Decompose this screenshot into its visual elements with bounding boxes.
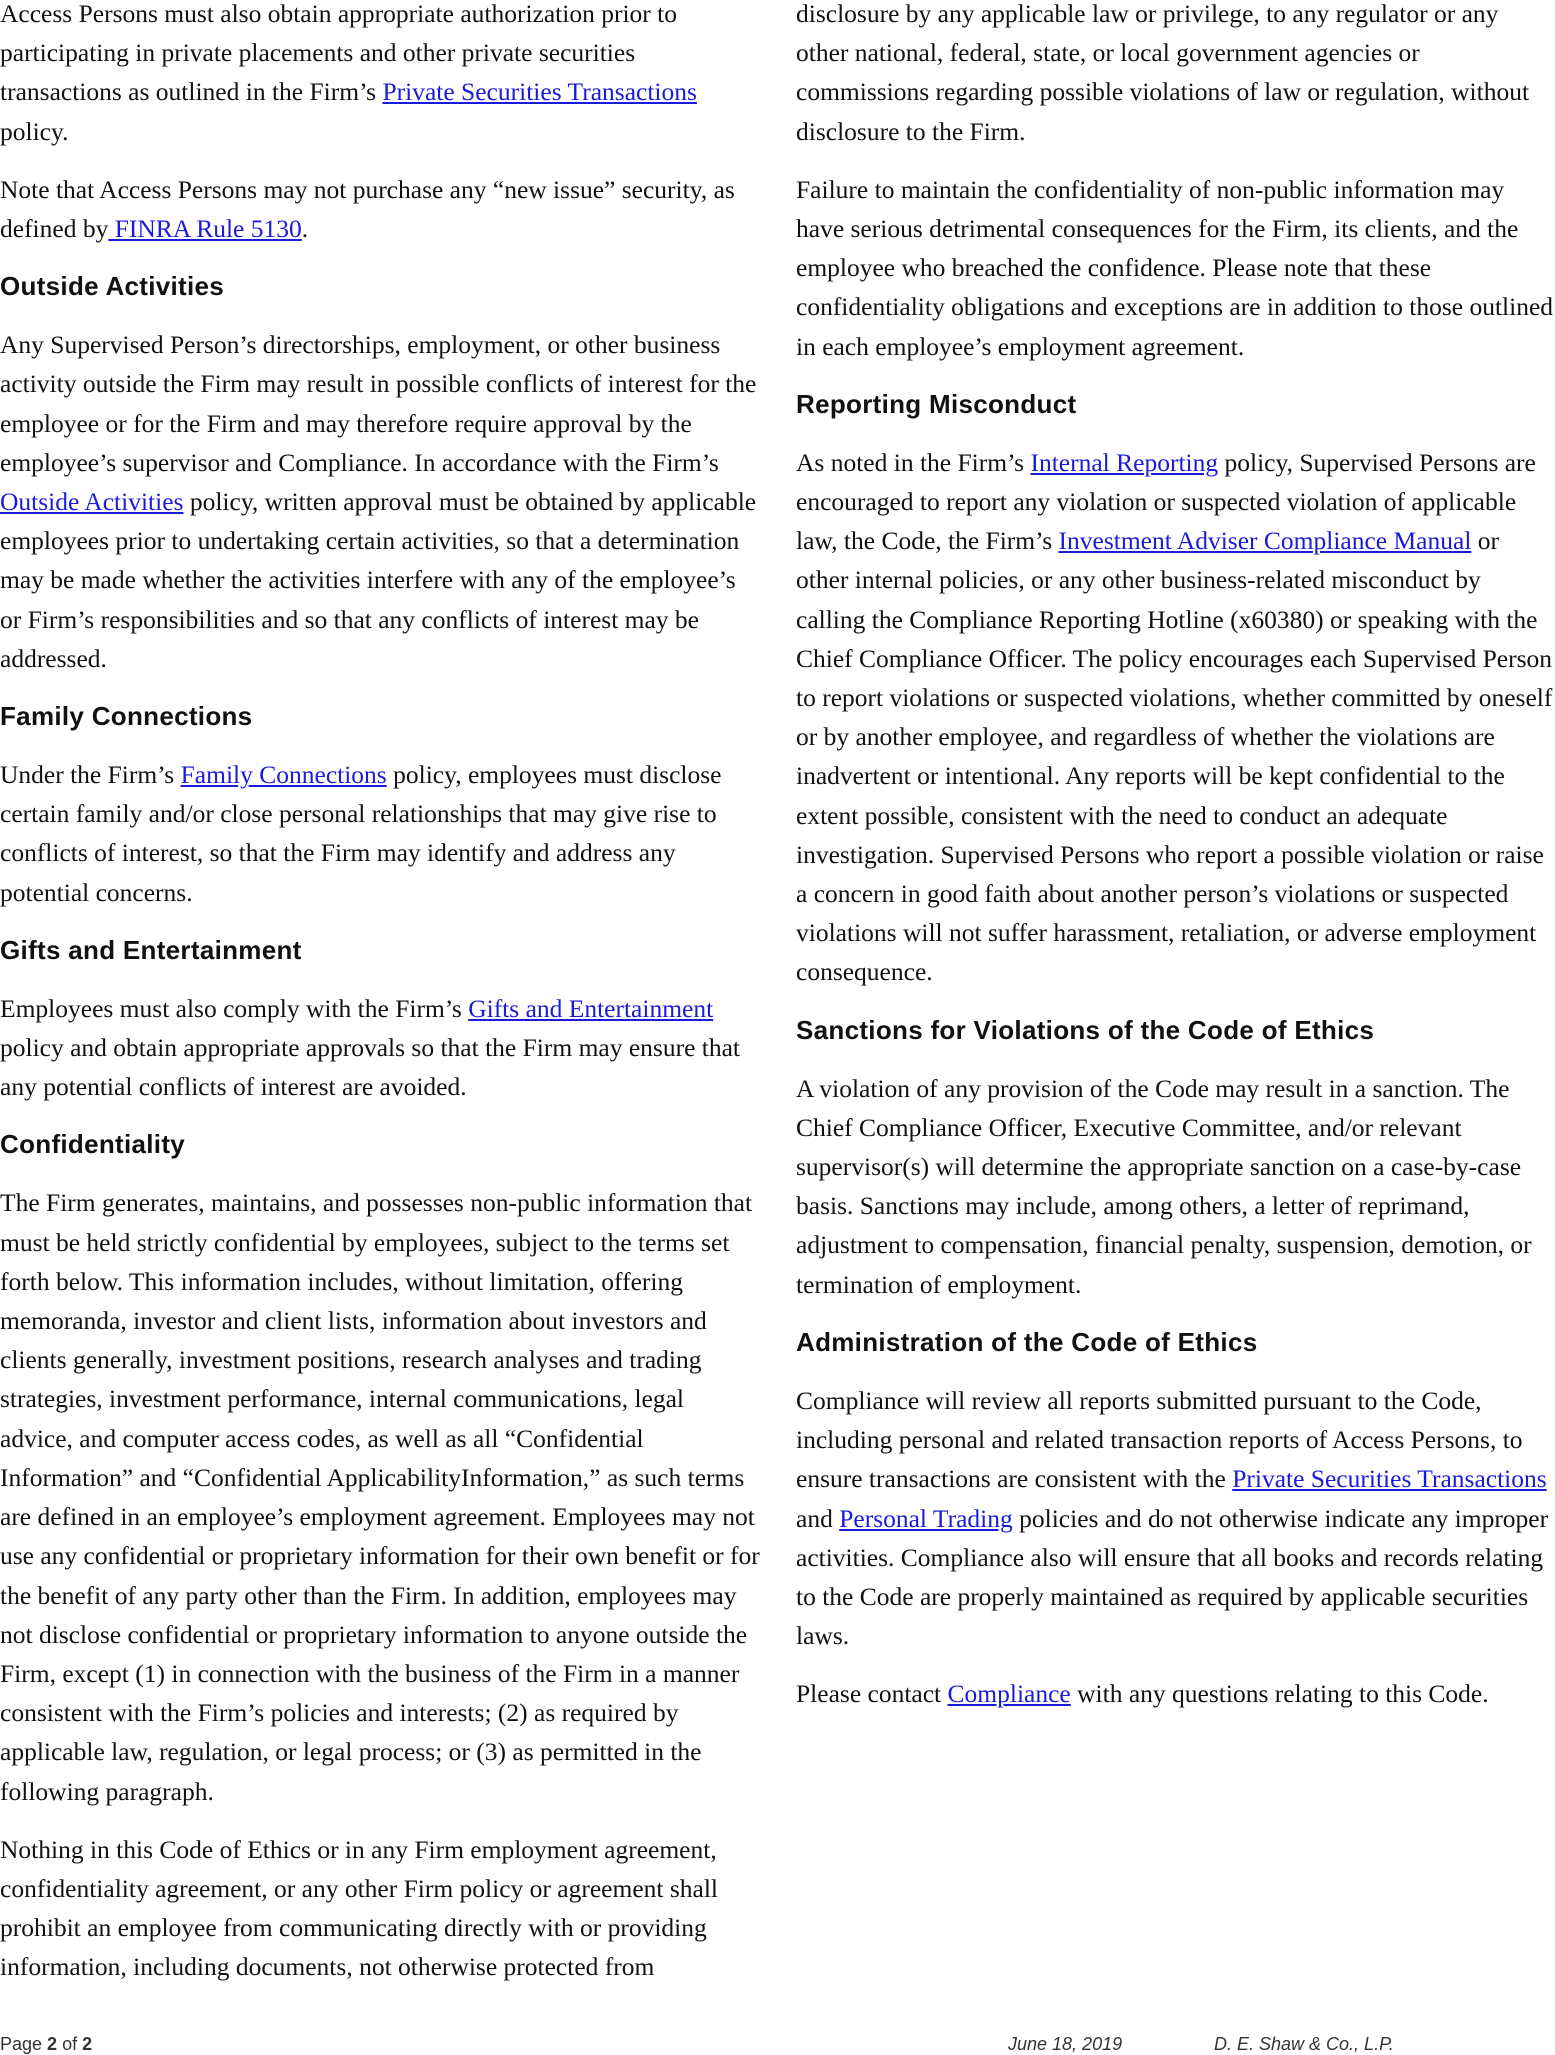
text-segment: Under the Firm’s (0, 760, 181, 790)
link-gifts-and-entertainment[interactable]: Gifts and Entertainment (468, 993, 714, 1023)
paragraph (0, 1183, 762, 1810)
section-heading-administration-of-the-code-of-ethics: Administration of the Code of Ethics (796, 1326, 1258, 1357)
text-segment: Nothing in this Code of Ethics or in any Firm employment agreement, confidentiality agreement, or any other Firm policy or agreement shall prohibit an employee from communicating directly with or providing information, including documents, not otherwise protected from (0, 1834, 719, 1982)
footer-company: D. E. Shaw & Co., L.P. (1214, 2034, 1394, 2054)
paragraph (0, 989, 762, 1107)
page-prefix: Page (0, 2034, 48, 2054)
link-investment-adviser-compliance-manual[interactable]: Investment Adviser Compliance Manual (1058, 526, 1472, 556)
link-private-securities-transactions[interactable]: Private Securities Transactions (382, 77, 697, 107)
text-segment: A violation of any provision of the Code may result in a sanction. The Chief Compliance Officer, Executive Committee, and/or relevant supervisor(s) will determine the appropriate sanction on a case-by-case basis. Sanctions may include, among others, a letter of reprimand, adjustment to compensation, financial penalty, suspension, demotion, or termination of employment. (796, 1073, 1532, 1299)
page-total: 2 (82, 2034, 93, 2054)
right-column (796, 0, 1555, 1733)
text-segment: with any questions relating to this Code. (1070, 1679, 1489, 1709)
link-compliance[interactable]: Compliance (947, 1679, 1071, 1709)
paragraph (0, 170, 762, 248)
text-segment: policy, employees must disclose certain family and/or close personal relationships that may give rise to conflicts of interest, so that the Firm may identify and address any potential concerns. (0, 760, 722, 907)
section-heading-outside-activities: Outside Activities (0, 271, 225, 302)
page-number (0, 2034, 92, 2055)
paragraph (796, 0, 1555, 151)
paragraph (0, 755, 762, 912)
text-segment: policy, written approval must be obtained by applicable employees prior to undertaking certain activities, so that a determination may be made whether the activities interfere with any of the employee’s or Firm’s responsibilities and so that any conflicts of interest may be addressed. (0, 487, 757, 673)
section-heading-confidentiality: Confidentiality (0, 1129, 186, 1160)
page-of: of (57, 2034, 83, 2054)
paragraph (796, 1381, 1555, 1655)
section-heading-sanctions-for-violations-of-the-code-of-ethics: Sanctions for Violations of the Code of Ethics (796, 1014, 1375, 1045)
link-finra-rule-5130[interactable]: FINRA Rule 5130 (108, 214, 302, 244)
footer-date: June 18, 2019 (1008, 2034, 1123, 2054)
section-heading-reporting-misconduct: Reporting Misconduct (796, 388, 1077, 419)
text-segment: Any Supervised Person’s directorships, employment, or other business activity outside the Firm may result in possible conflicts of interest for the employee or for the Firm and may therefore require approval by the employee’s supervisor and Compliance. In accordance with the Firm’s (0, 330, 757, 477)
section-heading-gifts-and-entertainment: Gifts and Entertainment (0, 934, 302, 965)
text-segment: policy. (0, 116, 69, 146)
paragraph (0, 1830, 762, 1987)
paragraph (796, 1069, 1555, 1304)
text-segment: Access Persons must also obtain appropriate authorization prior to participating in private placements and other private securities transactions as outlined in the Firm’s (0, 0, 678, 107)
text-segment: Please contact (796, 1679, 948, 1709)
text-segment: Employees must also comply with the Firm’s (0, 993, 469, 1023)
text-segment: policy and obtain appropriate approvals so that the Firm may ensure that any potential conflicts of interest are avoided. (0, 1033, 741, 1102)
paragraph (796, 443, 1555, 992)
text-segment: Note that Access Persons may not purchase any “new issue” security, as defined by (0, 174, 735, 244)
link-outside-activities[interactable]: Outside Activities (0, 487, 184, 517)
text-segment: policy, Supervised Persons are encouraged to report any violation or suspected violation of applicable law, the Code, the Firm’s (796, 447, 1536, 556)
paragraph (0, 325, 762, 678)
paragraph (796, 170, 1555, 366)
text-segment: policies and do not otherwise indicate any improper activities. Compliance also will ensure that all books and records relating to the Code are properly maintained as required by applicable securities laws. (796, 1503, 1549, 1651)
section-heading-family-connections: Family Connections (0, 701, 253, 732)
link-family-connections[interactable]: Family Connections (180, 760, 387, 790)
text-segment: Compliance will review all reports submitted pursuant to the Code, including personal and related transaction reports of Access Persons, to ensure transactions are consistent with the (796, 1385, 1523, 1494)
text-segment: Failure to maintain the confidentiality of non-public information may have serious detrimental consequences for the Firm, its clients, and the employee who breached the confidence. Please note that these confidentiality obligations and exceptions are in addition to those outlined in each employee’s employment agreement. (796, 174, 1554, 361)
link-private-securities-transactions[interactable]: Private Securities Transactions (1232, 1464, 1547, 1494)
text-segment: or other internal policies, or any other business-related misconduct by calling the Compliance Reporting Hotline (x60380) or speaking with the Chief Compliance Officer. The policy encourages each Supervised Person to report violations or suspected violations, whether committed by oneself or by another employee, and regardless of whether the violations are inadvertent or intentional. Any reports will be kept confidential to the extent possible, consistent with the need to conduct an adequate investigation. Supervised Persons who report a possible violation or raise a concern in good faith about another person’s violations or suspected violations will not suffer harassment, retaliation, or adverse employment consequence. (796, 526, 1553, 987)
text-segment: The Firm generates, maintains, and possesses non-public information that must be held strictly confidential by employees, subject to the terms set forth below. This information includes, without limitation, offering memoranda, investor and client lists, information about investors and clients generally, investment positions, research analyses and trading strategies, investment performance, internal communications, legal advice, and computer access codes, as well as all “Confidential Information” and “Confidential ApplicabilityInformation,” as such terms are defined in an employee’s employment agreement. Employees may not use any confidential or proprietary information for their own benefit or for the benefit of any party other than the Firm. In addition, employees may not disclose confidential or proprietary information to anyone outside the Firm, except (1) in connection with the business of the Firm in a manner consistent with the Firm’s policies and interests; (2) as required by applicable law, regulation, or legal process; or (3) as permitted in the following paragraph. (0, 1188, 760, 1806)
page-current: 2 (47, 2034, 58, 2054)
link-internal-reporting[interactable]: Internal Reporting (1030, 447, 1219, 477)
text-segment: disclosure by any applicable law or privilege, to any regulator or any other national, federal, state, or local government agencies or commissions regarding possible violations of law or regulation, without disclosure to the Firm. (796, 0, 1530, 146)
paragraph (0, 0, 762, 151)
text-segment: and (796, 1503, 840, 1533)
text-segment: . (301, 214, 309, 244)
paragraph (796, 1674, 1555, 1713)
link-personal-trading[interactable]: Personal Trading (839, 1503, 1013, 1533)
text-segment: As noted in the Firm’s (796, 447, 1031, 477)
left-column (0, 0, 762, 2006)
